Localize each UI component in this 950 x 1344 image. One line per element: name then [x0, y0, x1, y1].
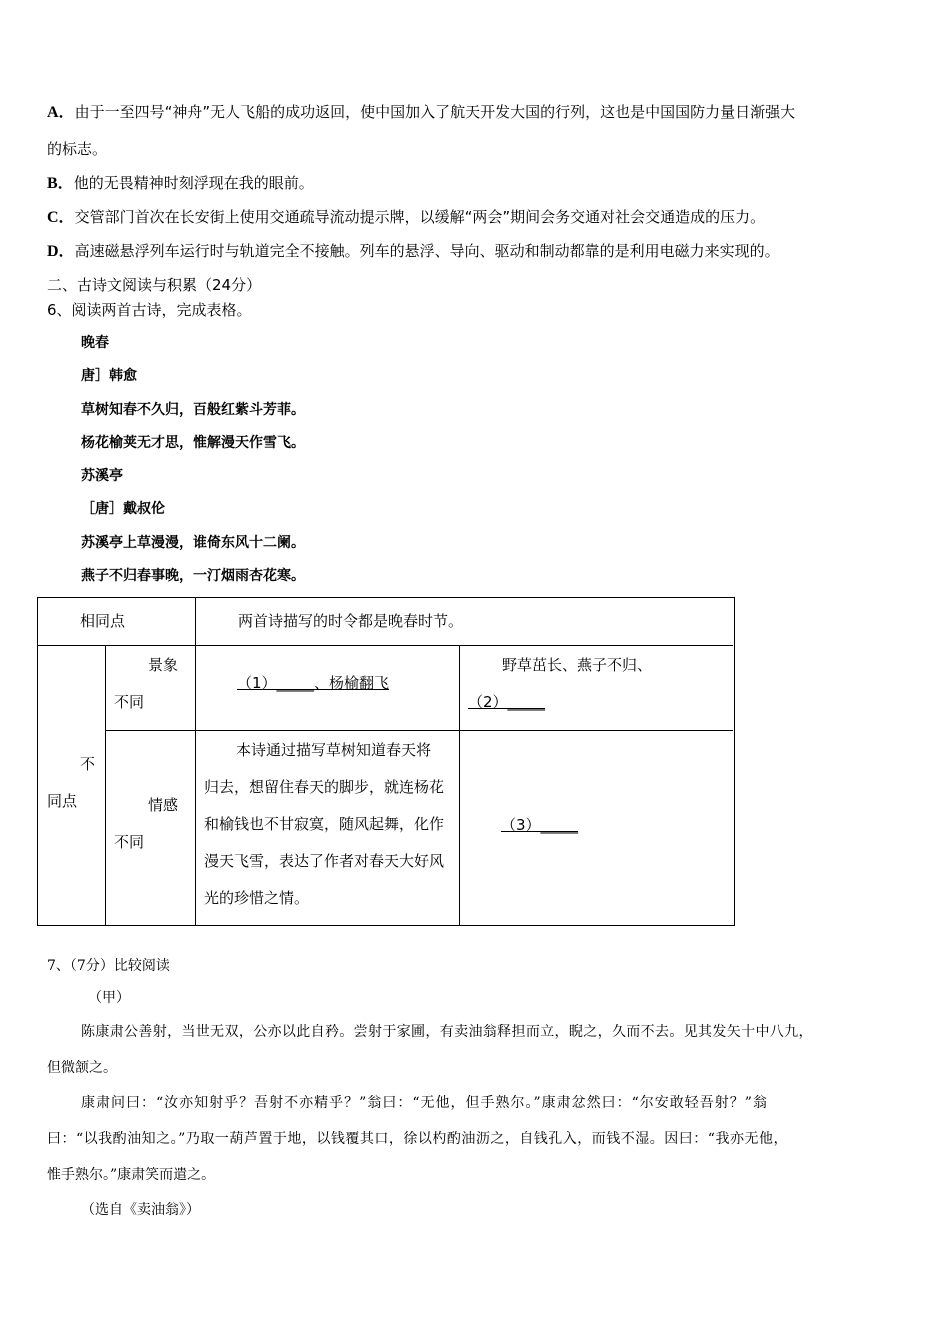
diff-label-2: 同点 — [47, 792, 78, 810]
scene-poem1-blank: （1）_____、杨榆翻飞 — [237, 674, 390, 692]
option-d-text: 高速磁悬浮列车运行时与轨道完全不接触。列车的悬浮、导向、驱动和制动都靠的是利用电磁力来实现的。 — [74, 242, 780, 260]
diff-label-1: 不 — [80, 755, 96, 773]
emotion-label-1: 情感 — [148, 796, 179, 814]
same-point-text: 两首诗描写的时令都是晚春时节。 — [238, 612, 464, 630]
option-c-text: 交管部门首次在长安街上使用交通疏导流动提示牌，以缓解“两会”期间会务交通对社会交通造成的压力。 — [74, 208, 766, 226]
scene-poem2-blank: （2）_____ — [468, 693, 546, 711]
q7-p2-line2: 曰：“以我酌油知之。”乃取一葫芦置于地，以钱覆其口，徐以杓酌油沥之，自钱孔入，而钱不湿。因曰：“我亦无他， — [47, 1131, 788, 1147]
q7-p1-line2: 但微颔之。 — [47, 1060, 117, 1076]
q7-p1-line1: 陈康肃公善射，当世无双，公亦以此自矜。尝射于家圃，有卖油翁释担而立，睨之，久而不去。见其发矢十中八九， — [81, 1024, 813, 1040]
q7-p2-line3: 惟手熟尔。”康肃笑而遣之。 — [47, 1167, 216, 1183]
poem1-author: 唐］韩愈 — [81, 368, 137, 384]
option-a — [47, 102, 795, 123]
poem2-line2: 燕子不归春事晚，一汀烟雨杏花寒。 — [81, 568, 305, 584]
scene-label-2: 不同 — [114, 693, 145, 711]
same-point-label: 相同点 — [80, 612, 126, 630]
table-rule-2 — [105, 730, 733, 731]
option-b-text: 他的无畏精神时刻浮现在我的眼前。 — [73, 174, 314, 192]
option-d-label: D． — [47, 243, 75, 260]
comparison-table — [37, 597, 735, 926]
option-c — [47, 207, 765, 228]
poem2-line1: 苏溪亭上草漫漫，谁倚东风十二阑。 — [81, 535, 305, 551]
option-a-label: A． — [47, 104, 75, 121]
q7-source: （选自《卖油翁》） — [81, 1202, 200, 1218]
section-heading: 二、古诗文阅读与积累（24分） — [47, 276, 262, 294]
option-b-label: B． — [47, 175, 74, 192]
q6-prompt: 6、阅读两首古诗，完成表格。 — [47, 301, 252, 319]
poem2-title: 苏溪亭 — [81, 468, 123, 484]
q7-part-label: （甲） — [88, 990, 130, 1006]
option-b — [47, 173, 314, 194]
scene-poem2-line1: 野草茁长、燕子不归、 — [502, 656, 653, 674]
poem2-author: ［唐］戴叔伦 — [81, 501, 165, 517]
scene-label-1: 景象 — [148, 656, 179, 674]
table-col-rule-2 — [105, 645, 106, 925]
option-a-text: 由于一至四号“神舟”无人飞船的成功返回，使中国加入了航天开发大国的行列，这也是中国国防力量日渐强大 — [74, 103, 796, 121]
poem1-title: 晚春 — [81, 335, 109, 351]
option-d — [47, 241, 780, 262]
option-a-continued: 的标志。 — [47, 140, 108, 158]
option-c-label: C． — [47, 209, 75, 226]
table-col-rule-3 — [459, 645, 460, 925]
emotion-poem1-text: 本诗通过描写草树知道春天将归去，想留住春天的脚步，就连杨花和榆钱也不甘寂寞，随风起舞，化作漫天飞雪，表达了作者对春天大好风光的珍惜之情。 — [204, 741, 445, 907]
q7-p2-line1: 康肃问曰：“汝亦知射乎？吾射不亦精乎？”翁曰：“无他，但手熟尔。”康肃忿然曰：“尔安敢轻吾射？”翁 — [81, 1095, 768, 1111]
table-rule-1 — [38, 645, 733, 646]
poem1-line1: 草树知春不久归，百般红紫斗芳菲。 — [81, 402, 305, 418]
emotion-poem2-blank: （3）_____ — [501, 816, 579, 834]
emotion-label-2: 不同 — [114, 833, 145, 851]
table-col-rule-1 — [195, 598, 196, 925]
q7-prompt: 7、（7分）比较阅读 — [47, 958, 170, 974]
poem1-line2: 杨花榆荚无才思，惟解漫天作雪飞。 — [81, 435, 305, 451]
